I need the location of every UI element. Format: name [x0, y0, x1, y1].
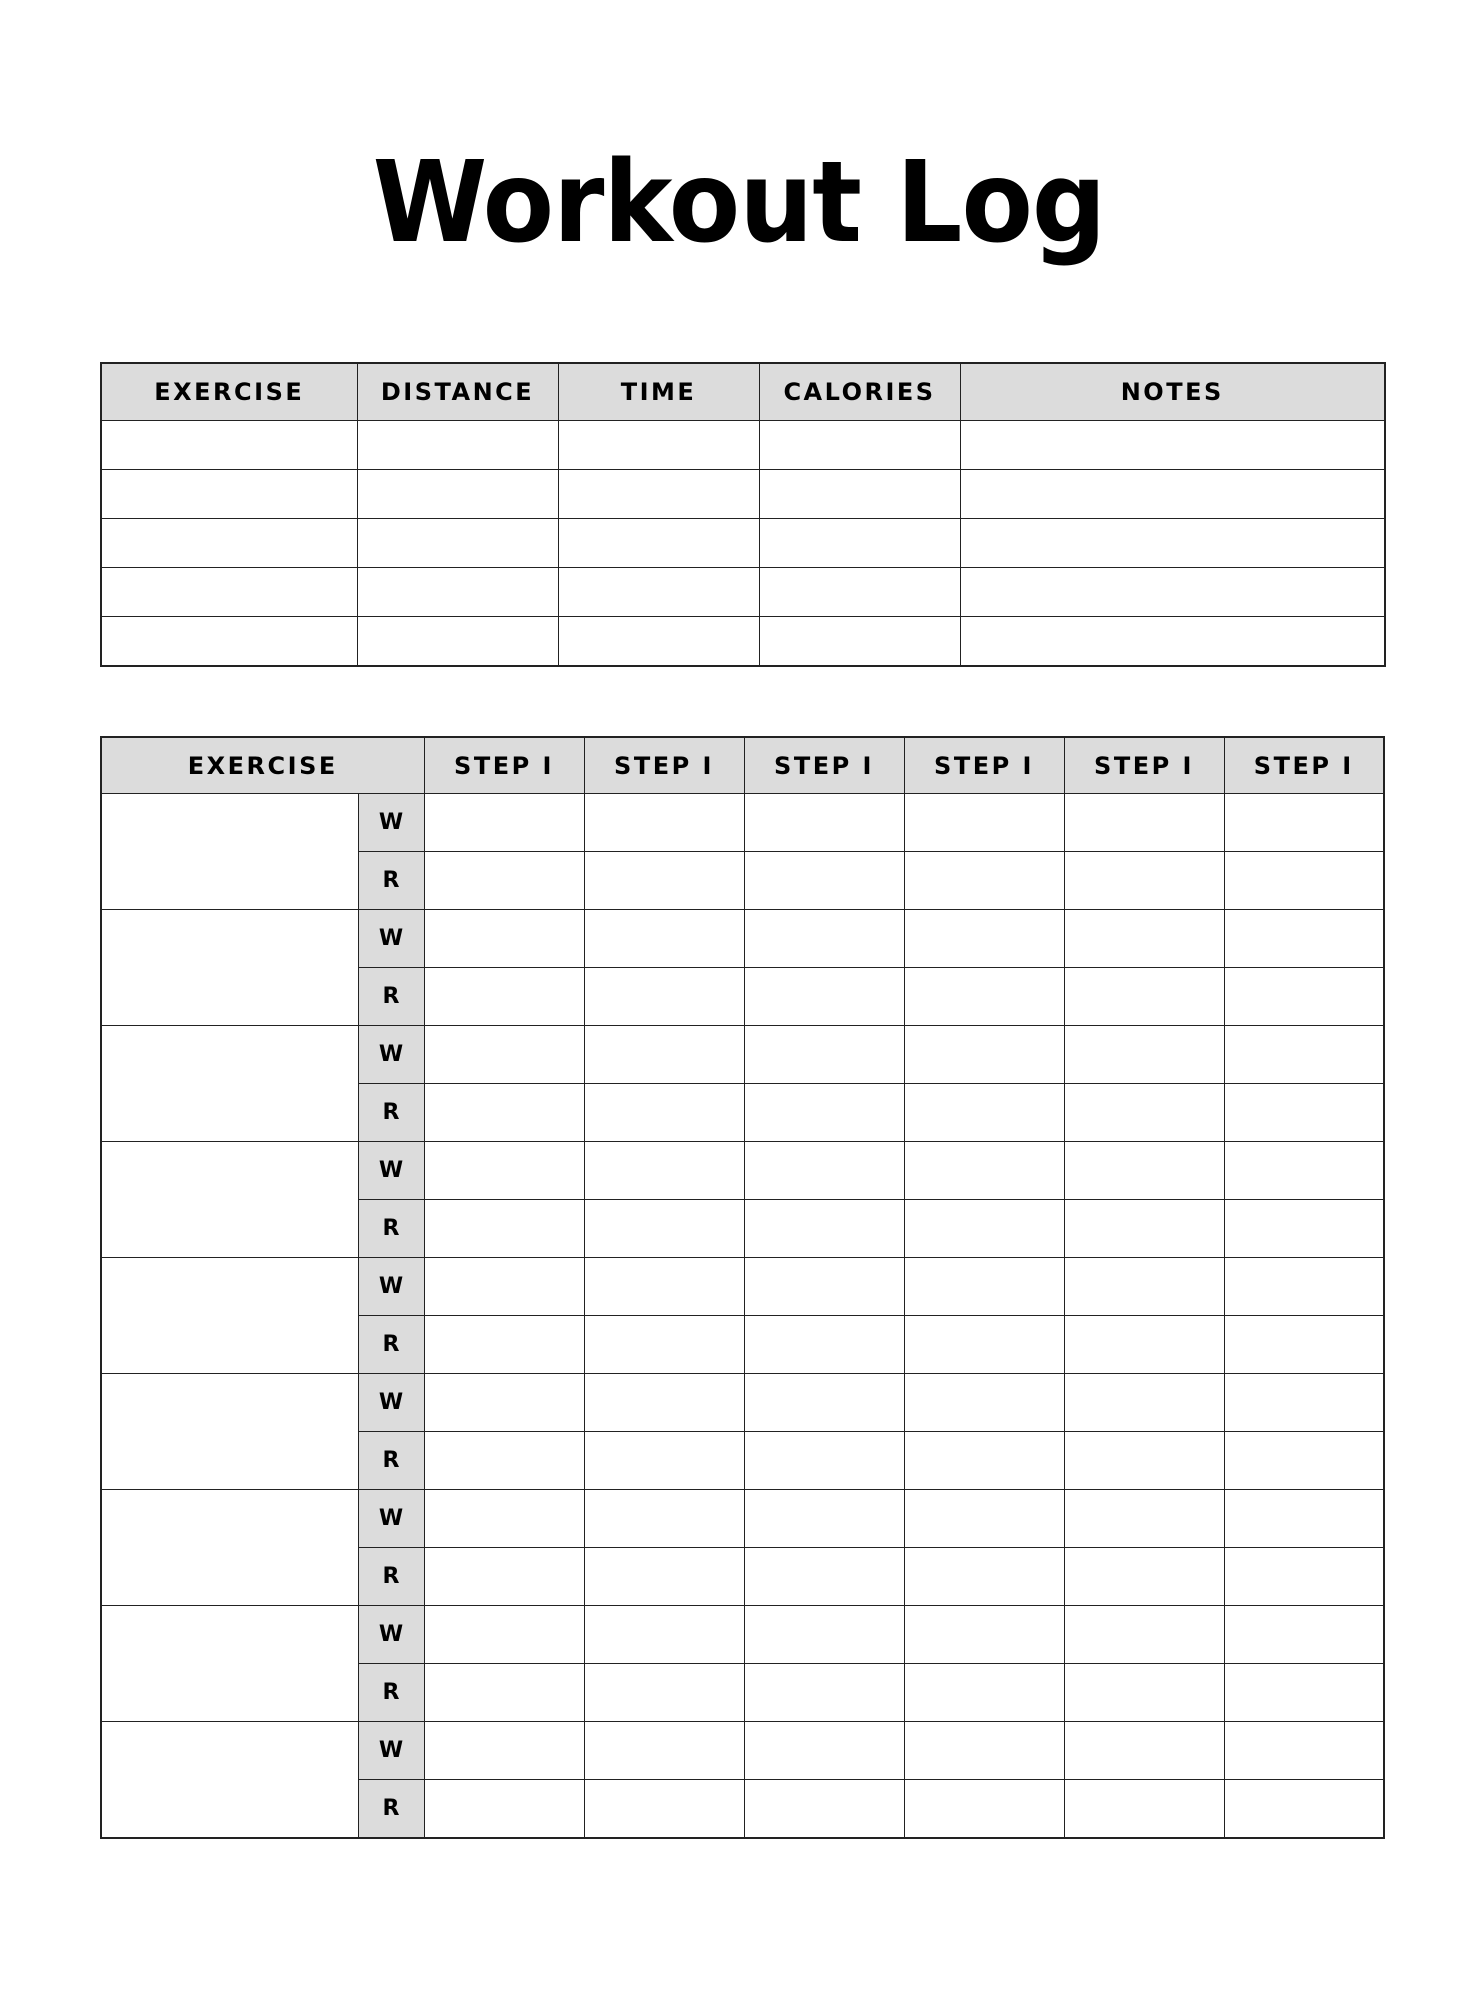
calories-cell[interactable]: [759, 421, 960, 470]
strength-log-table: [100, 736, 1385, 1839]
cardio-log-table: [100, 362, 1386, 667]
column-header-step: STEP I: [584, 737, 744, 794]
reps-label: R: [358, 1780, 424, 1839]
reps-step-cell[interactable]: [1224, 1548, 1384, 1606]
notes-cell[interactable]: [960, 470, 1385, 519]
reps-step-cell[interactable]: [904, 1664, 1064, 1722]
reps-step-cell[interactable]: [424, 1780, 584, 1839]
weight-row: [101, 1722, 1384, 1780]
notes-cell[interactable]: [960, 568, 1385, 617]
weight-step-cell[interactable]: [1064, 1258, 1224, 1316]
reps-step-cell[interactable]: [1224, 968, 1384, 1026]
weight-step-cell[interactable]: [1224, 1374, 1384, 1432]
time-cell[interactable]: [558, 519, 759, 568]
weight-label: W: [358, 794, 424, 852]
weight-step-cell[interactable]: [424, 1490, 584, 1548]
notes-cell[interactable]: [960, 519, 1385, 568]
reps-step-cell[interactable]: [584, 1432, 744, 1490]
exercise-name-cell[interactable]: [101, 794, 358, 910]
reps-step-cell[interactable]: [1224, 1664, 1384, 1722]
weight-row: [101, 794, 1384, 852]
weight-step-cell[interactable]: [1224, 794, 1384, 852]
reps-step-cell[interactable]: [424, 1548, 584, 1606]
reps-step-cell[interactable]: [424, 968, 584, 1026]
reps-label: R: [358, 968, 424, 1026]
reps-step-cell[interactable]: [904, 1432, 1064, 1490]
reps-step-cell[interactable]: [904, 1316, 1064, 1374]
weight-step-cell[interactable]: [584, 1722, 744, 1780]
weight-step-cell[interactable]: [1064, 1142, 1224, 1200]
time-cell[interactable]: [558, 470, 759, 519]
reps-step-cell[interactable]: [1064, 852, 1224, 910]
reps-step-cell[interactable]: [744, 1432, 904, 1490]
weight-step-cell[interactable]: [904, 1722, 1064, 1780]
distance-cell[interactable]: [357, 617, 558, 667]
exercise-name-cell[interactable]: [101, 1258, 358, 1374]
exercise-name-cell[interactable]: [101, 1606, 358, 1722]
column-header-step: STEP I: [424, 737, 584, 794]
weight-row: [101, 910, 1384, 968]
reps-step-cell[interactable]: [1224, 1780, 1384, 1839]
reps-step-cell[interactable]: [1224, 1432, 1384, 1490]
reps-step-cell[interactable]: [744, 1200, 904, 1258]
weight-step-cell[interactable]: [904, 1374, 1064, 1432]
exercise-cell[interactable]: [101, 568, 357, 617]
weight-step-cell[interactable]: [744, 1722, 904, 1780]
weight-step-cell[interactable]: [424, 794, 584, 852]
table-row: [101, 519, 1385, 568]
reps-step-cell[interactable]: [904, 968, 1064, 1026]
reps-label: R: [358, 1664, 424, 1722]
reps-step-cell[interactable]: [744, 1664, 904, 1722]
column-header-distance: DISTANCE: [357, 363, 558, 421]
exercise-cell[interactable]: [101, 421, 357, 470]
distance-cell[interactable]: [357, 568, 558, 617]
weight-step-cell[interactable]: [584, 1490, 744, 1548]
calories-cell[interactable]: [759, 568, 960, 617]
weight-step-cell[interactable]: [744, 1606, 904, 1664]
column-header-exercise: EXERCISE: [101, 737, 424, 794]
weight-row: [101, 1258, 1384, 1316]
reps-label: R: [358, 1084, 424, 1142]
weight-row: [101, 1026, 1384, 1084]
reps-step-cell[interactable]: [904, 1200, 1064, 1258]
weight-step-cell[interactable]: [744, 1490, 904, 1548]
weight-step-cell[interactable]: [904, 794, 1064, 852]
weight-step-cell[interactable]: [904, 1142, 1064, 1200]
reps-step-cell[interactable]: [424, 1664, 584, 1722]
column-header-exercise: EXERCISE: [101, 363, 357, 421]
reps-step-cell[interactable]: [424, 852, 584, 910]
reps-step-cell[interactable]: [1064, 968, 1224, 1026]
reps-step-cell[interactable]: [584, 1200, 744, 1258]
weight-step-cell[interactable]: [584, 1374, 744, 1432]
time-cell[interactable]: [558, 617, 759, 667]
weight-step-cell[interactable]: [904, 1026, 1064, 1084]
weight-step-cell[interactable]: [584, 1606, 744, 1664]
reps-label: R: [358, 1200, 424, 1258]
weight-step-cell[interactable]: [1064, 1026, 1224, 1084]
weight-step-cell[interactable]: [1064, 1374, 1224, 1432]
weight-step-cell[interactable]: [584, 910, 744, 968]
reps-step-cell[interactable]: [424, 1200, 584, 1258]
reps-step-cell[interactable]: [904, 1084, 1064, 1142]
column-header-time: TIME: [558, 363, 759, 421]
exercise-cell[interactable]: [101, 519, 357, 568]
reps-step-cell[interactable]: [424, 1432, 584, 1490]
reps-step-cell[interactable]: [744, 1548, 904, 1606]
reps-label: R: [358, 852, 424, 910]
weight-step-cell[interactable]: [1064, 910, 1224, 968]
column-header-step: STEP I: [1224, 737, 1384, 794]
reps-step-cell[interactable]: [1224, 1084, 1384, 1142]
reps-step-cell[interactable]: [744, 1780, 904, 1839]
weight-label: W: [358, 1490, 424, 1548]
reps-step-cell[interactable]: [584, 852, 744, 910]
weight-step-cell[interactable]: [904, 910, 1064, 968]
calories-cell[interactable]: [759, 519, 960, 568]
exercise-name-cell[interactable]: [101, 1142, 358, 1258]
weight-step-cell[interactable]: [1224, 1606, 1384, 1664]
weight-step-cell[interactable]: [424, 910, 584, 968]
weight-step-cell[interactable]: [744, 1374, 904, 1432]
weight-step-cell[interactable]: [904, 1490, 1064, 1548]
weight-step-cell[interactable]: [1064, 794, 1224, 852]
reps-step-cell[interactable]: [744, 1084, 904, 1142]
reps-step-cell[interactable]: [1064, 1084, 1224, 1142]
reps-label: R: [358, 1316, 424, 1374]
exercise-cell[interactable]: [101, 617, 357, 667]
weight-step-cell[interactable]: [1224, 910, 1384, 968]
exercise-name-cell[interactable]: [101, 1374, 358, 1490]
reps-step-cell[interactable]: [1224, 852, 1384, 910]
weight-step-cell[interactable]: [744, 1142, 904, 1200]
weight-step-cell[interactable]: [1064, 1606, 1224, 1664]
weight-step-cell[interactable]: [424, 1258, 584, 1316]
calories-cell[interactable]: [759, 470, 960, 519]
reps-step-cell[interactable]: [744, 852, 904, 910]
distance-cell[interactable]: [357, 421, 558, 470]
calories-cell[interactable]: [759, 617, 960, 667]
weight-step-cell[interactable]: [744, 1258, 904, 1316]
page-title: Workout Log: [372, 136, 1106, 268]
weight-step-cell[interactable]: [584, 1142, 744, 1200]
reps-step-cell[interactable]: [1064, 1664, 1224, 1722]
weight-row: [101, 1606, 1384, 1664]
reps-step-cell[interactable]: [1064, 1316, 1224, 1374]
weight-step-cell[interactable]: [1224, 1142, 1384, 1200]
reps-step-cell[interactable]: [1224, 1316, 1384, 1374]
reps-step-cell[interactable]: [904, 1548, 1064, 1606]
time-cell[interactable]: [558, 568, 759, 617]
weight-step-cell[interactable]: [1224, 1722, 1384, 1780]
weight-label: W: [358, 1026, 424, 1084]
table-row: [101, 421, 1385, 470]
reps-step-cell[interactable]: [1224, 1200, 1384, 1258]
reps-step-cell[interactable]: [584, 1316, 744, 1374]
reps-step-cell[interactable]: [904, 1780, 1064, 1839]
weight-label: W: [358, 1606, 424, 1664]
weight-step-cell[interactable]: [424, 1026, 584, 1084]
reps-step-cell[interactable]: [1064, 1432, 1224, 1490]
reps-step-cell[interactable]: [584, 1084, 744, 1142]
time-cell[interactable]: [558, 421, 759, 470]
weight-row: [101, 1490, 1384, 1548]
reps-step-cell[interactable]: [424, 1316, 584, 1374]
reps-step-cell[interactable]: [584, 1548, 744, 1606]
weight-step-cell[interactable]: [744, 1026, 904, 1084]
exercise-name-cell[interactable]: [101, 1026, 358, 1142]
reps-step-cell[interactable]: [584, 1780, 744, 1839]
weight-step-cell[interactable]: [904, 1606, 1064, 1664]
weight-step-cell[interactable]: [1224, 1026, 1384, 1084]
reps-step-cell[interactable]: [744, 1316, 904, 1374]
notes-cell[interactable]: [960, 421, 1385, 470]
exercise-name-cell[interactable]: [101, 1490, 358, 1606]
weight-label: W: [358, 910, 424, 968]
notes-cell[interactable]: [960, 617, 1385, 667]
reps-label: R: [358, 1432, 424, 1490]
column-header-step: STEP I: [1064, 737, 1224, 794]
column-header-calories: CALORIES: [759, 363, 960, 421]
exercise-cell[interactable]: [101, 470, 357, 519]
weight-label: W: [358, 1142, 424, 1200]
reps-step-cell[interactable]: [424, 1084, 584, 1142]
distance-cell[interactable]: [357, 519, 558, 568]
weight-step-cell[interactable]: [1224, 1258, 1384, 1316]
reps-step-cell[interactable]: [584, 968, 744, 1026]
reps-step-cell[interactable]: [904, 852, 1064, 910]
table-row: [101, 568, 1385, 617]
weight-row: [101, 1142, 1384, 1200]
exercise-name-cell[interactable]: [101, 910, 358, 1026]
reps-step-cell[interactable]: [1064, 1200, 1224, 1258]
reps-label: R: [358, 1548, 424, 1606]
weight-step-cell[interactable]: [1064, 1722, 1224, 1780]
weight-step-cell[interactable]: [424, 1606, 584, 1664]
weight-step-cell[interactable]: [744, 910, 904, 968]
column-header-notes: NOTES: [960, 363, 1385, 421]
reps-step-cell[interactable]: [1064, 1780, 1224, 1839]
weight-step-cell[interactable]: [744, 794, 904, 852]
weight-step-cell[interactable]: [424, 1374, 584, 1432]
column-header-step: STEP I: [744, 737, 904, 794]
weight-step-cell[interactable]: [1064, 1490, 1224, 1548]
distance-cell[interactable]: [357, 470, 558, 519]
reps-step-cell[interactable]: [1064, 1548, 1224, 1606]
reps-step-cell[interactable]: [584, 1664, 744, 1722]
table-row: [101, 617, 1385, 667]
weight-row: [101, 1374, 1384, 1432]
table-row: [101, 470, 1385, 519]
weight-step-cell[interactable]: [424, 1722, 584, 1780]
weight-step-cell[interactable]: [584, 1258, 744, 1316]
weight-step-cell[interactable]: [904, 1258, 1064, 1316]
weight-step-cell[interactable]: [584, 794, 744, 852]
weight-label: W: [358, 1722, 424, 1780]
weight-step-cell[interactable]: [1224, 1490, 1384, 1548]
column-header-step: STEP I: [904, 737, 1064, 794]
weight-step-cell[interactable]: [584, 1026, 744, 1084]
reps-step-cell[interactable]: [744, 968, 904, 1026]
weight-step-cell[interactable]: [424, 1142, 584, 1200]
cardio-header-row: [101, 363, 1385, 421]
strength-header-row: [101, 737, 1384, 794]
weight-label: W: [358, 1258, 424, 1316]
exercise-name-cell[interactable]: [101, 1722, 358, 1839]
weight-label: W: [358, 1374, 424, 1432]
